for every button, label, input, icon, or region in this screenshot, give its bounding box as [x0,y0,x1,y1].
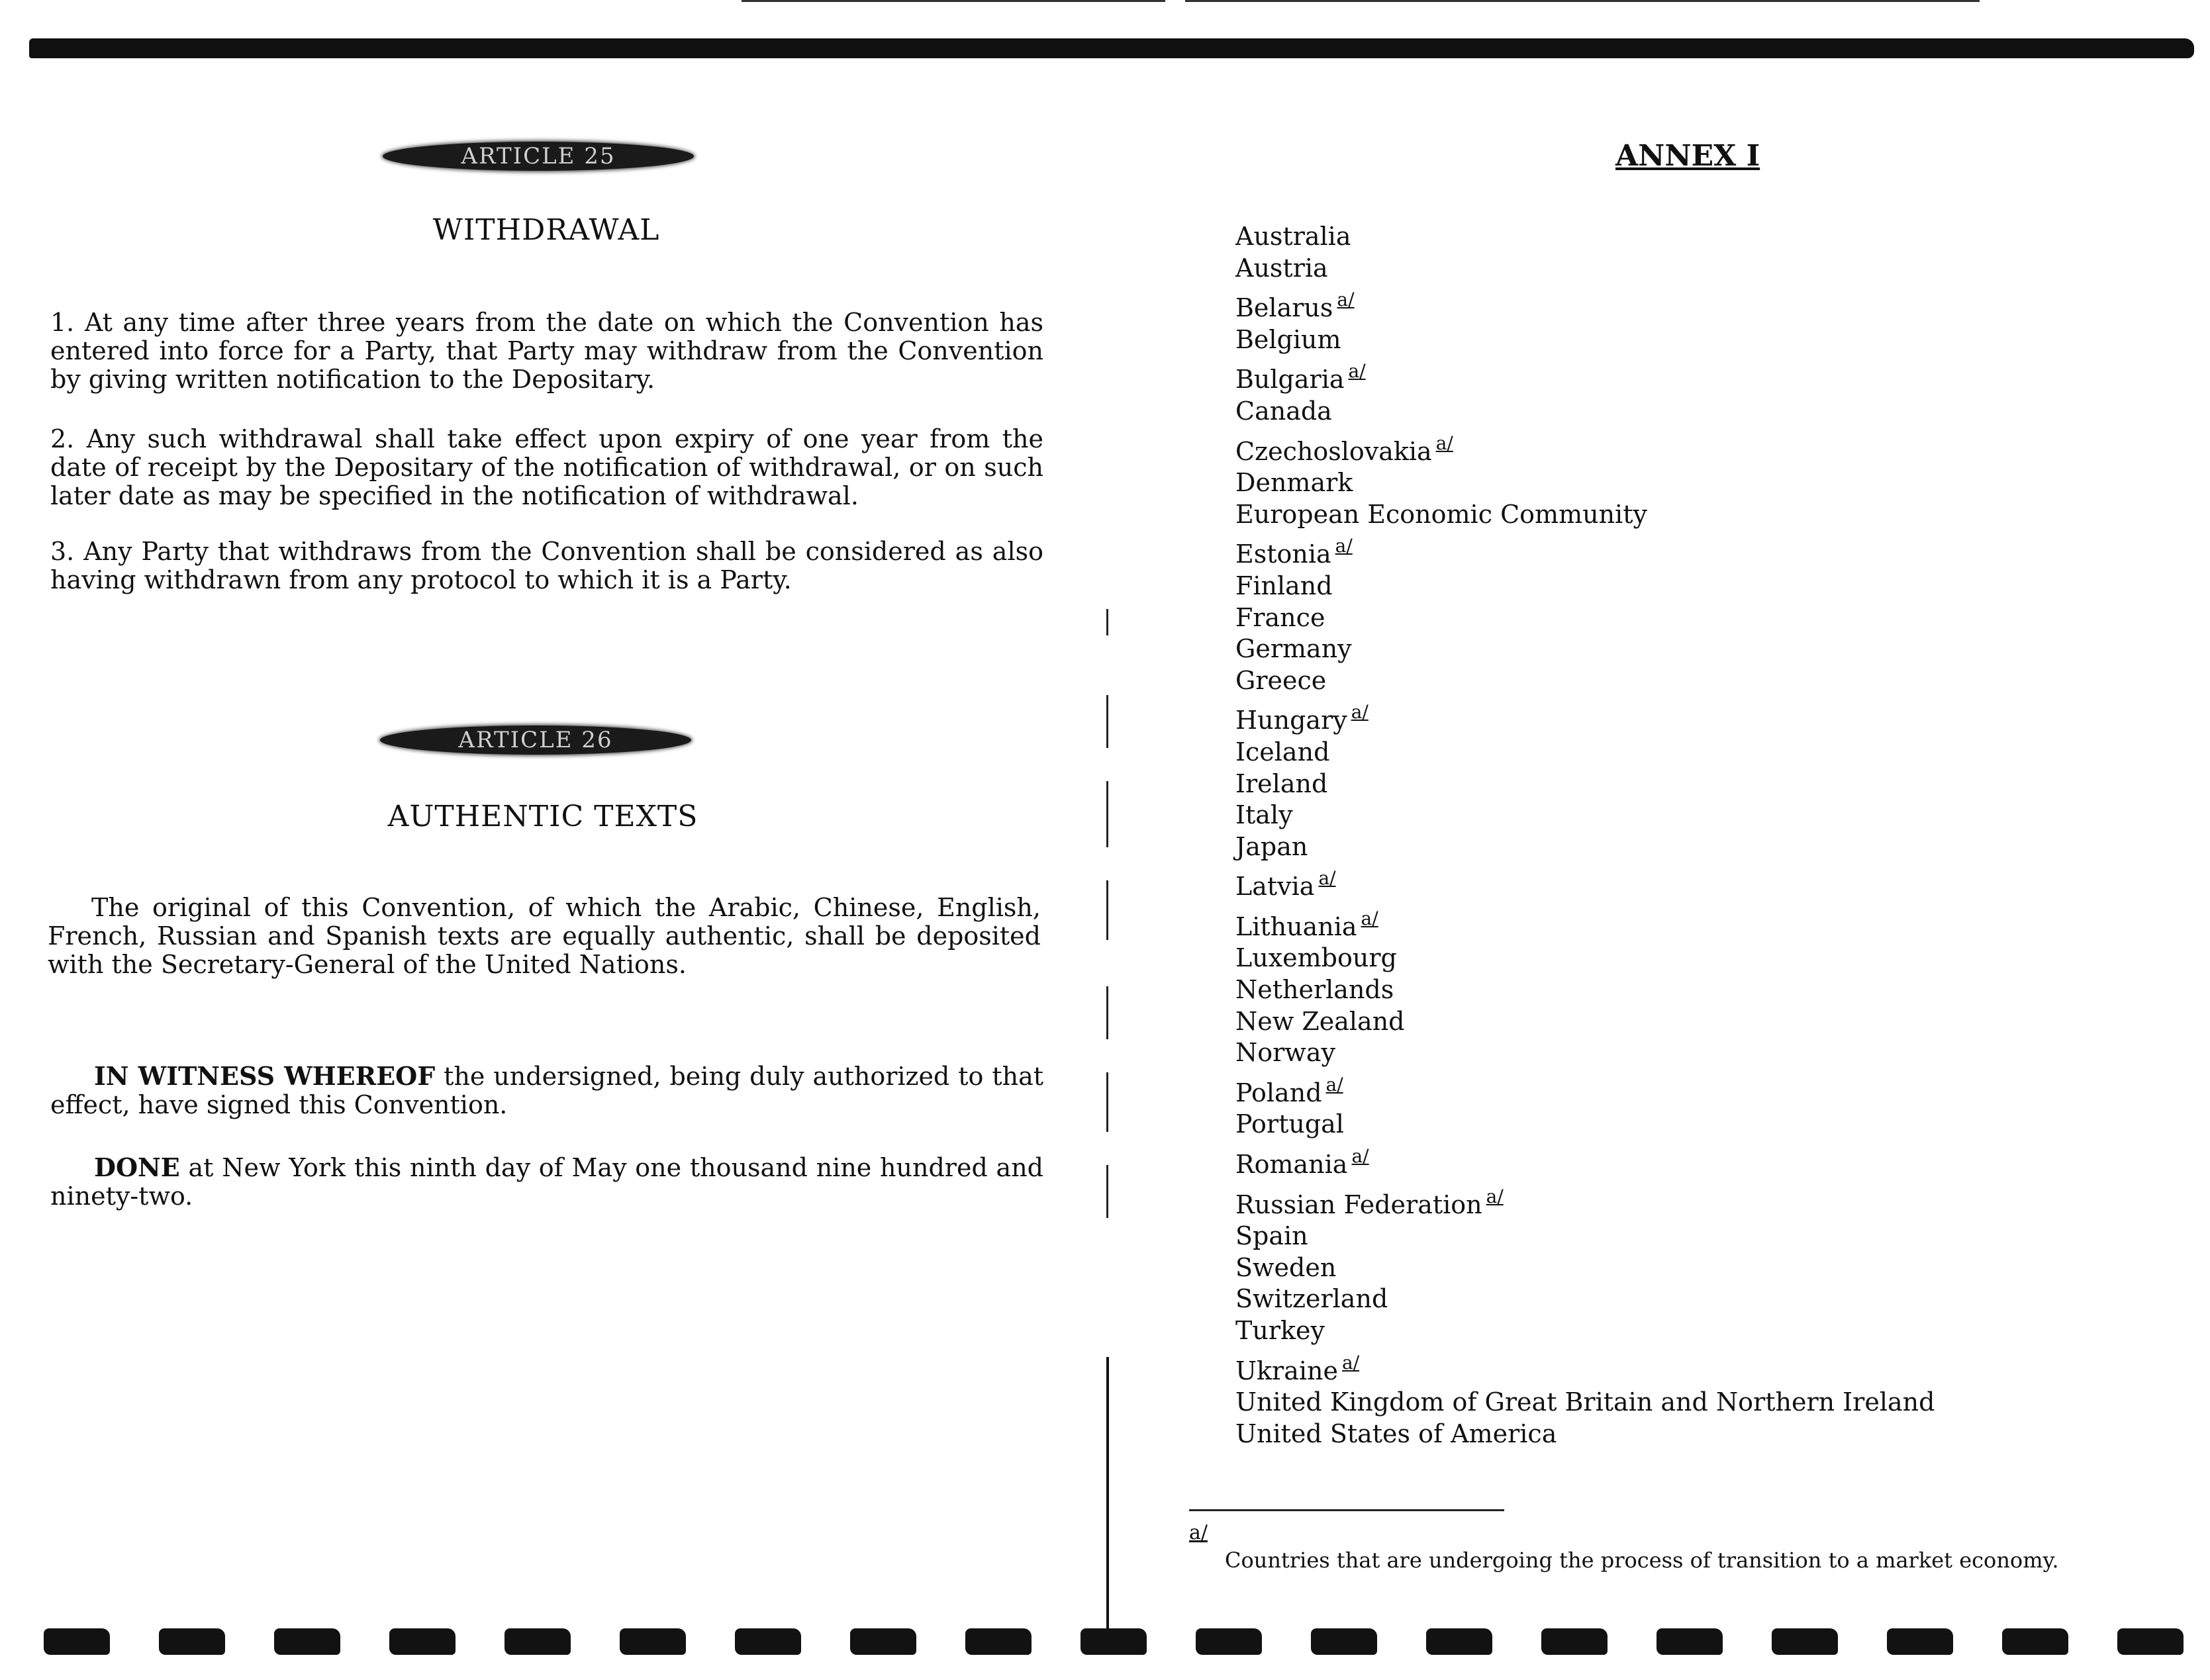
country-name: Lithuania [1235,911,1357,941]
country-item [1235,863,1935,903]
gutter-mark [1106,695,1108,748]
bottom-dash [1772,1628,1838,1655]
done-text: at New York this ninth day of May one thousand nine hundred and ninety-two. [50,1153,1043,1211]
authentic-texts-heading: AUTHENTIC TEXTS [387,800,698,833]
country-item [1235,1283,1935,1315]
article-26-tab: ARTICLE 26 [380,725,691,755]
footnote-label: a/ [1189,1521,1208,1544]
country-item [1235,428,1935,468]
country-item [1235,1181,1935,1221]
country-item [1235,737,1935,769]
country-name: Austria [1235,253,1328,283]
bottom-dash [1311,1628,1377,1655]
gutter-mark [1106,1165,1108,1218]
bottom-dash [1657,1628,1723,1655]
country-name: Ireland [1235,769,1328,798]
country-item [1235,602,1935,634]
country-item [1235,530,1935,571]
done-paragraph [50,1153,1043,1211]
bottom-dash [274,1628,340,1655]
country-item [1235,1069,1935,1109]
country-name: Hungary [1235,706,1347,735]
country-name: Germany [1235,634,1352,664]
country-name: New Zealand [1235,1006,1405,1036]
country-name: Norway [1235,1038,1335,1068]
top-hairline [742,0,1165,2]
country-item [1235,499,1935,531]
country-item [1235,696,1935,737]
country-item [1235,1347,1935,1387]
country-name: United States of America [1235,1419,1557,1448]
country-item [1235,467,1935,499]
country-name: Netherlands [1235,975,1394,1005]
footnote-mark: a/ [1342,1351,1360,1374]
country-item [1235,324,1935,356]
country-name: Luxembourg [1235,943,1397,973]
witness-paragraph [50,1062,1043,1119]
footnote-mark: a/ [1335,535,1353,557]
bottom-dash [1426,1628,1492,1655]
country-name: European Economic Community [1235,499,1647,529]
country-item [1235,1315,1935,1347]
country-name: Spain [1235,1221,1308,1251]
country-name: Belgium [1235,324,1341,354]
country-name: Finland [1235,571,1333,600]
bottom-dash [44,1628,110,1655]
country-name: Romania [1235,1150,1348,1180]
country-item [1235,355,1935,396]
footnote-mark: a/ [1361,907,1378,929]
country-item [1235,800,1935,831]
withdrawal-heading: WITHDRAWAL [432,213,660,247]
country-name: Portugal [1235,1109,1344,1139]
country-item [1235,1221,1935,1252]
country-item [1235,571,1935,602]
footnote-mark: a/ [1435,432,1453,454]
country-item [1235,769,1935,800]
country-name: Australia [1235,222,1351,251]
country-item [1235,284,1935,324]
country-item [1235,831,1935,863]
footnote-mark: a/ [1318,867,1336,890]
bottom-dash [2117,1628,2184,1655]
bottom-dash-row [44,1628,2176,1659]
withdrawal-paragraph-3: 3. Any Party that withdraws from the Convention shall be considered as also having withdrawn from any protocol to which it is a Party. [50,537,1043,594]
country-item [1235,974,1935,1006]
top-hairline [1185,0,1980,2]
authentic-texts-paragraph: The original of this Convention, of which the Arabic, Chinese, English, French, Russian and Spanish texts are equally authentic, shall be deposited with the Secretary-General of the United Nations. [48,893,1041,979]
footnote-mark: a/ [1486,1185,1504,1207]
gutter-mark [1106,880,1108,940]
annex-title: ANNEX I [1615,139,1760,173]
bottom-dash [504,1628,571,1655]
country-name: Latvia [1235,872,1315,902]
withdrawal-paragraph-1: 1. At any time after three years from the date on which the Convention has entered into force for a Party, that Party may withdraw from the Convention by giving written notification to the Depositary. [50,308,1043,394]
country-name: Italy [1235,800,1293,830]
bottom-dash [1196,1628,1262,1655]
bottom-dash [2002,1628,2068,1655]
country-name: Czechoslovakia [1235,436,1432,466]
country-name: Turkey [1235,1316,1325,1345]
country-item [1235,633,1935,665]
country-name: Canada [1235,396,1332,426]
top-rule [29,38,2194,58]
country-name: Belarus [1235,293,1333,323]
gutter-mark [1106,781,1108,847]
country-name: Denmark [1235,468,1353,498]
country-item [1235,943,1935,974]
footnote-rule [1189,1509,1504,1511]
country-name: Bulgaria [1235,365,1345,395]
country-name: Poland [1235,1078,1322,1107]
gutter-line [1106,1357,1109,1648]
country-name: Estonia [1235,539,1331,569]
gutter-mark [1106,1072,1108,1132]
witness-lead: IN WITNESS WHEREOF [94,1061,436,1091]
bottom-dash [389,1628,456,1655]
country-name: Switzerland [1235,1284,1388,1314]
bottom-dash [965,1628,1032,1655]
article-25-tab: ARTICLE 25 [383,142,694,171]
gutter-mark [1106,986,1108,1039]
country-item [1235,1006,1935,1038]
country-item [1235,1387,1935,1419]
country-name: Ukraine [1235,1356,1338,1385]
country-name: Iceland [1235,737,1330,767]
country-name: Greece [1235,665,1327,695]
country-item [1235,253,1935,285]
country-item [1235,1252,1935,1284]
bottom-dash [1081,1628,1147,1655]
done-lead: DONE [94,1152,180,1182]
footnote-mark: a/ [1351,1145,1369,1168]
country-name: Japan [1235,831,1308,861]
bottom-dash [1541,1628,1608,1655]
witness-text: the undersigned, being duly authorized to that effect, have signed this Convention. [50,1062,1043,1119]
withdrawal-paragraph-2: 2. Any such withdrawal shall take effect upon expiry of one year from the date of receipt by the Depositary of the notification of withdrawal, or on such later date as may be specified in the notification of withdrawal. [50,424,1043,510]
gutter-mark [1106,609,1108,635]
country-item [1235,1419,1935,1450]
country-item [1235,665,1935,697]
country-name: Sweden [1235,1252,1337,1282]
country-name: Russian Federation [1235,1190,1482,1219]
country-name: United Kingdom of Great Britain and Northern Ireland [1235,1387,1935,1417]
bottom-dash [1887,1628,1953,1655]
bottom-dash [735,1628,801,1655]
country-item [1235,396,1935,428]
country-item [1235,221,1935,253]
footnote-mark: a/ [1325,1073,1343,1096]
footnote-text: Countries that are undergoing the process of transition to a market economy. [1225,1548,2059,1573]
footnote-mark: a/ [1351,701,1369,723]
country-list [1235,221,1935,1450]
country-name: France [1235,602,1325,632]
country-item [1235,1109,1935,1141]
footnote-mark: a/ [1337,289,1355,311]
country-item [1235,1037,1935,1069]
bottom-dash [620,1628,686,1655]
bottom-dash [850,1628,916,1655]
country-item [1235,903,1935,943]
bottom-dash [159,1628,225,1655]
footnote-mark: a/ [1348,360,1366,383]
country-item [1235,1141,1935,1181]
